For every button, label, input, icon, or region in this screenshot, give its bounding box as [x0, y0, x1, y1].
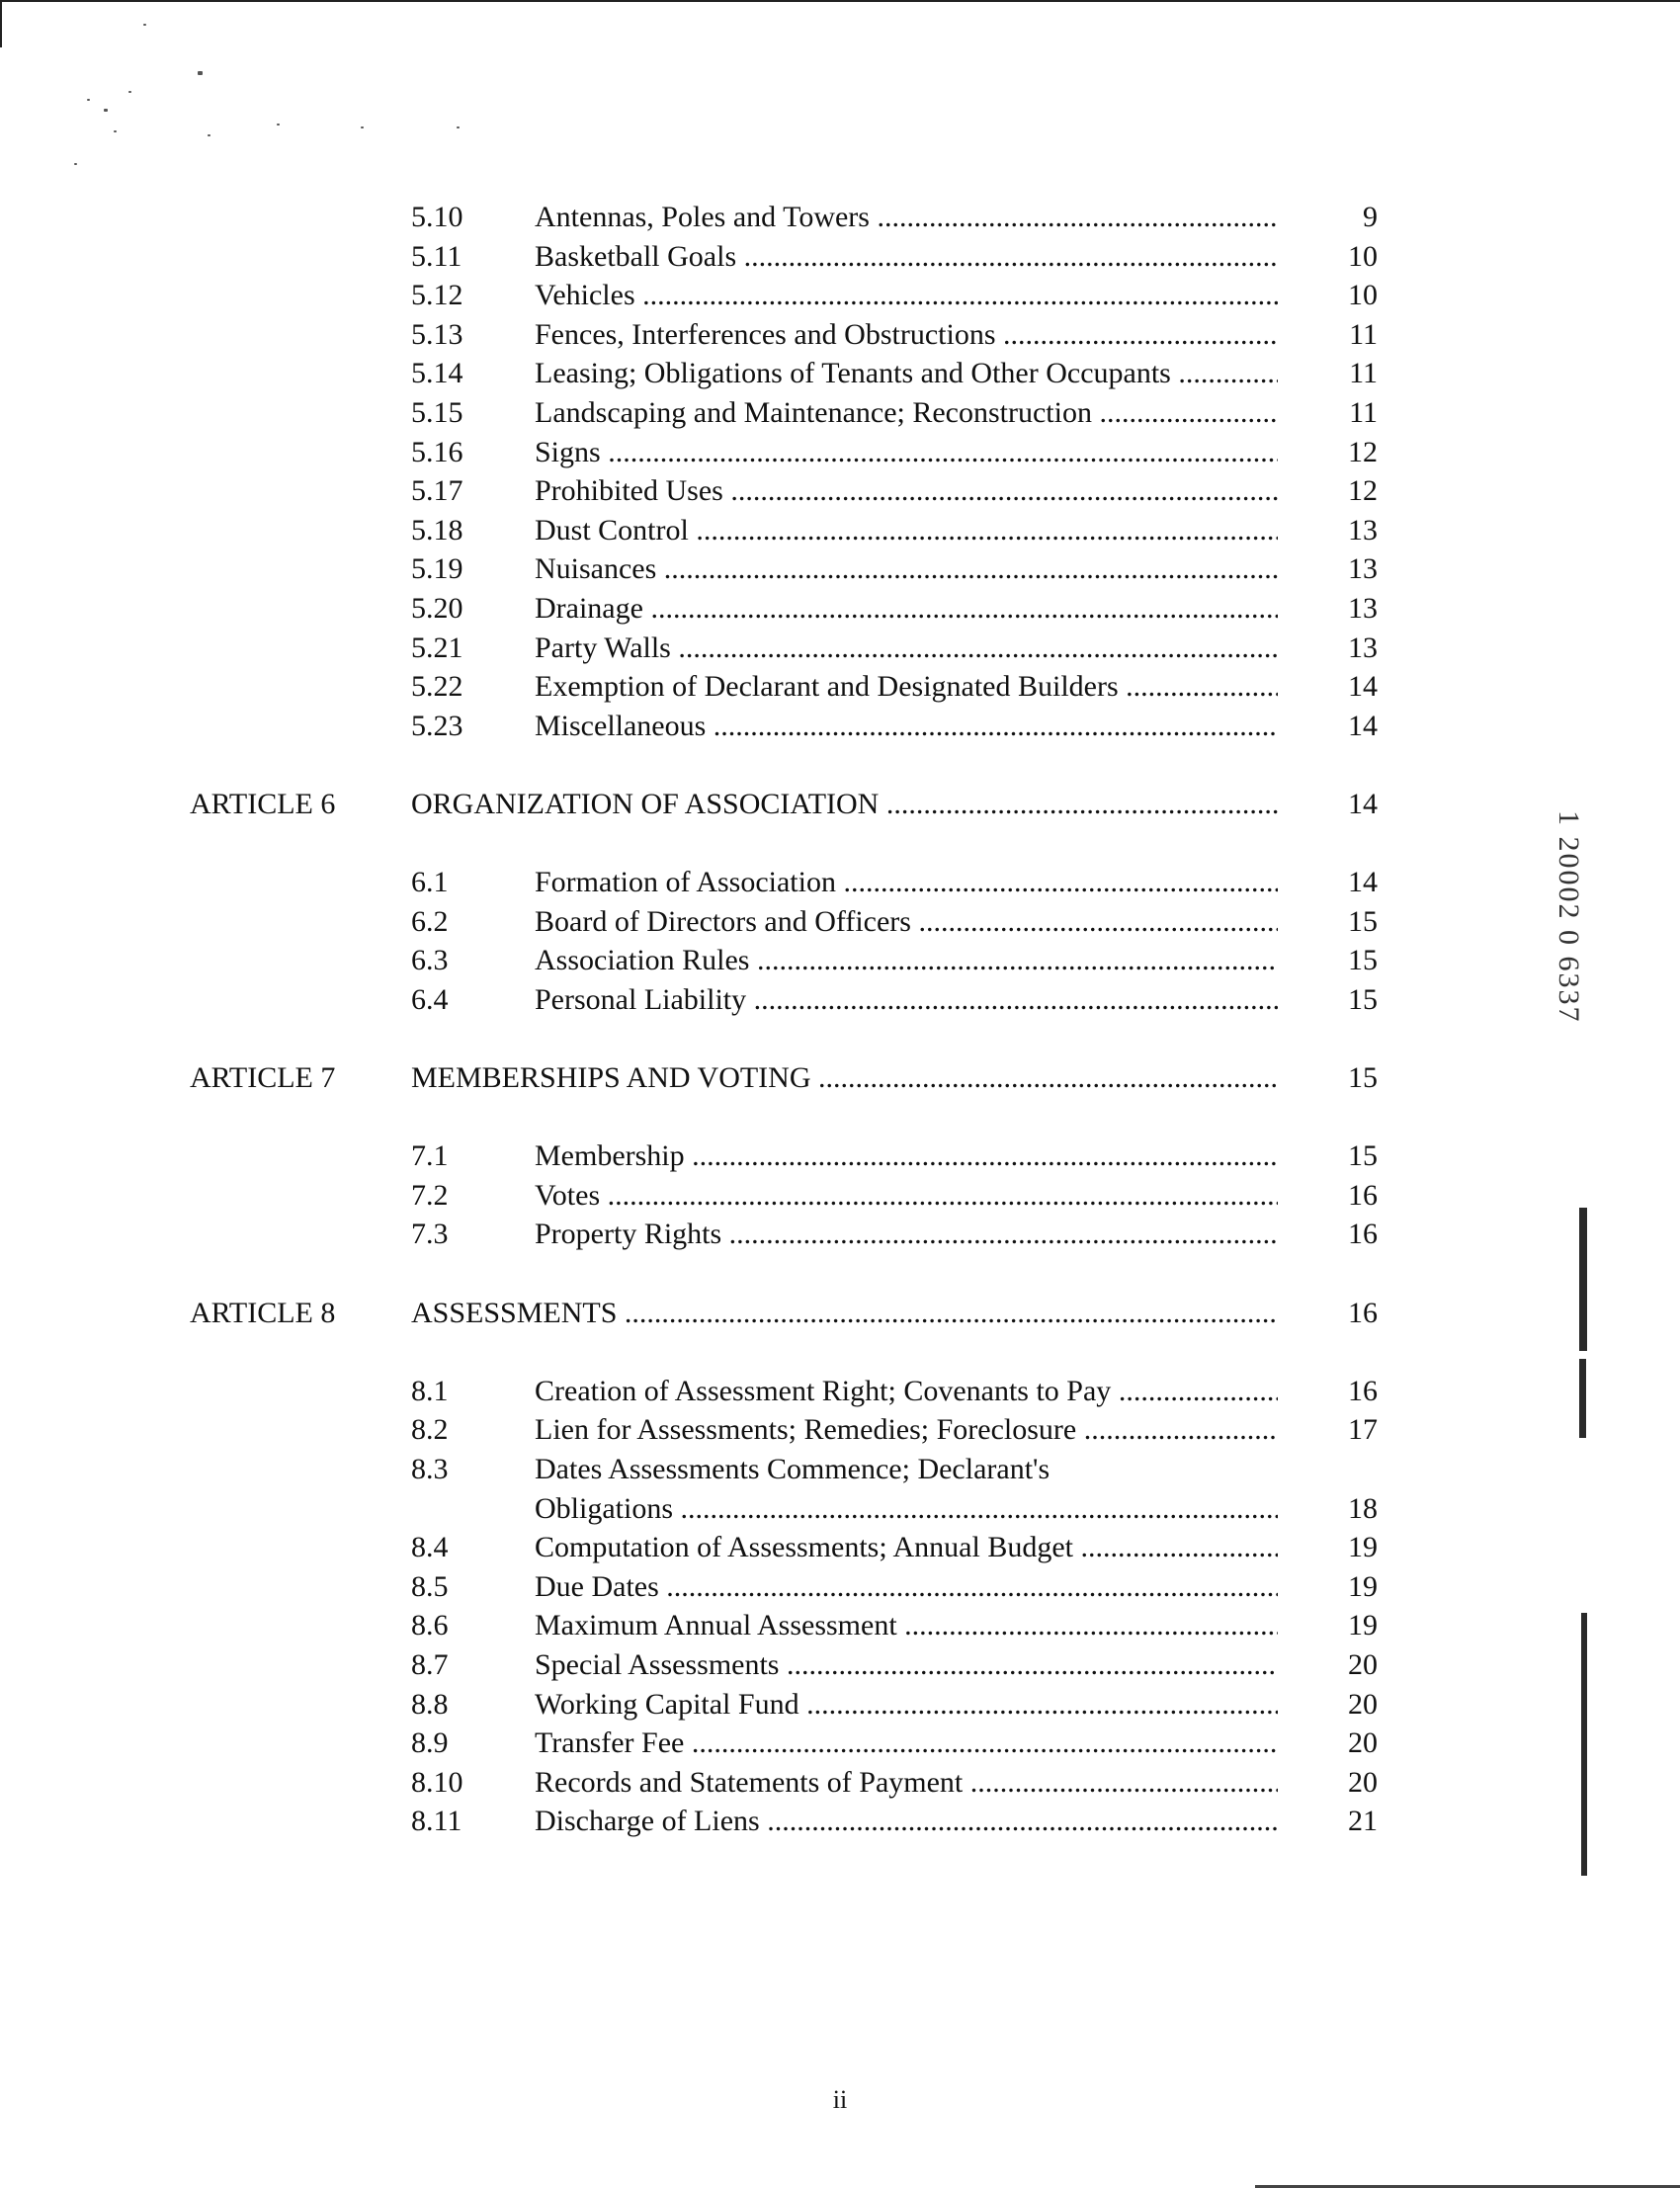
- section-number: 5.22: [411, 670, 463, 704]
- section-title: Miscellaneous .....: [535, 707, 1278, 746]
- section-number: 8.4: [411, 1531, 449, 1564]
- toc-entry[interactable]: [0, 1685, 1680, 1725]
- page-number: 16: [1348, 1178, 1378, 1212]
- page-number: 20: [1348, 1647, 1378, 1681]
- page-number: 19: [1348, 1569, 1378, 1603]
- toc-article-7[interactable]: [0, 1058, 1680, 1098]
- scan-speck: [457, 126, 460, 128]
- toc-entry[interactable]: [0, 471, 1680, 511]
- toc-entry[interactable]: [0, 1645, 1680, 1685]
- page-number: 20: [1348, 1726, 1378, 1760]
- toc-entry[interactable]: [0, 707, 1680, 746]
- section-title: Leasing; Obligations of Tenants and Other Occupants .....: [535, 354, 1278, 393]
- recording-stamp: 1 20002 0 6337: [1553, 810, 1585, 1024]
- section-number: 5.18: [411, 513, 463, 547]
- page-number: 21: [1348, 1805, 1378, 1838]
- toc-entry[interactable]: [0, 1410, 1680, 1450]
- toc-entry[interactable]: [0, 237, 1680, 277]
- toc-entry[interactable]: [0, 549, 1680, 589]
- section-number: 5.11: [411, 239, 462, 273]
- section-number: 8.11: [411, 1805, 462, 1838]
- section-number: 5.13: [411, 317, 463, 351]
- scan-speck: [104, 109, 108, 112]
- page-number: 15: [1348, 1061, 1378, 1095]
- section-title-line1: Dates Assessments Commence; Declarant's: [535, 1453, 1050, 1485]
- article-title: MEMBERSHIPS AND VOTING .....: [411, 1058, 1278, 1098]
- section-title: Basketball Goals .....: [535, 237, 1278, 277]
- section-number: 7.3: [411, 1218, 449, 1251]
- section-title: Drainage .....: [535, 589, 1278, 629]
- toc-entry[interactable]: [0, 629, 1680, 668]
- page-number: 16: [1348, 1374, 1378, 1407]
- page-number: 16: [1348, 1218, 1378, 1251]
- section-title: Lien for Assessments; Remedies; Foreclosure .....: [535, 1410, 1278, 1450]
- section-number: 8.10: [411, 1765, 463, 1799]
- section-title: Signs .....: [535, 433, 1278, 472]
- section-title: Board of Directors and Officers .....: [535, 902, 1278, 942]
- section-number: 8.7: [411, 1647, 449, 1681]
- scan-speck: [277, 124, 280, 126]
- page-number: 19: [1348, 1609, 1378, 1642]
- section-title: Computation of Assessments; Annual Budget .....: [535, 1528, 1278, 1567]
- page-number: 15: [1348, 904, 1378, 938]
- page-number: 14: [1348, 709, 1378, 742]
- toc-entry[interactable]: [0, 511, 1680, 550]
- page-number: 13: [1348, 513, 1378, 547]
- toc-entry[interactable]: [0, 902, 1680, 942]
- section-title: Votes .....: [535, 1176, 1278, 1216]
- article-label: ARTICLE 8: [190, 1296, 336, 1329]
- section-number: 8.1: [411, 1374, 449, 1407]
- scan-speck: [143, 24, 146, 26]
- toc-entry[interactable]: [0, 433, 1680, 472]
- toc-entry[interactable]: [0, 198, 1680, 237]
- toc-entry[interactable]: [0, 315, 1680, 355]
- edge-scan-mark: [1579, 1359, 1586, 1438]
- toc-entry[interactable]: [0, 589, 1680, 629]
- page-number: 15: [1348, 1139, 1378, 1173]
- section-title: Antennas, Poles and Towers .....: [535, 198, 1278, 237]
- article-label: ARTICLE 6: [190, 787, 336, 820]
- page-number: 17: [1348, 1413, 1378, 1447]
- section-title: Dust Control .....: [535, 511, 1278, 550]
- section-title: Special Assessments .....: [535, 1645, 1278, 1685]
- scan-speck: [128, 91, 131, 93]
- section-number: 5.14: [411, 357, 463, 390]
- section-number: 5.10: [411, 201, 463, 233]
- page-number: 11: [1349, 357, 1378, 390]
- page-number: 11: [1349, 317, 1378, 351]
- section-number: 7.1: [411, 1139, 449, 1173]
- page-number: 14: [1348, 866, 1378, 899]
- page-number: 13: [1348, 552, 1378, 586]
- toc-entry[interactable]: [0, 1176, 1680, 1216]
- section-number: 8.3: [411, 1453, 449, 1485]
- page-number: 13: [1348, 591, 1378, 625]
- page-number: 9: [1363, 201, 1378, 233]
- page-edge-left: [0, 0, 2, 47]
- section-number: 5.17: [411, 474, 463, 508]
- section-title: Maximum Annual Assessment .....: [535, 1606, 1278, 1645]
- page-number: 20: [1348, 1765, 1378, 1799]
- toc-entry[interactable]: [0, 1802, 1680, 1841]
- page-number: 18: [1348, 1491, 1378, 1525]
- section-title: Personal Liability .....: [535, 980, 1278, 1020]
- section-title: Vehicles .....: [535, 276, 1278, 315]
- section-title: Party Walls .....: [535, 629, 1278, 668]
- section-title: Association Rules .....: [535, 941, 1278, 980]
- toc-entry[interactable]: [0, 863, 1680, 902]
- section-number: 5.19: [411, 552, 463, 586]
- section-number: 5.23: [411, 709, 463, 742]
- toc-entry[interactable]: [0, 1567, 1680, 1607]
- section-number: 7.2: [411, 1178, 449, 1212]
- section-number: 8.9: [411, 1726, 449, 1760]
- section-title-line2: Obligations .....: [535, 1489, 1278, 1529]
- toc-entry[interactable]: [0, 667, 1680, 707]
- section-title: Transfer Fee .....: [535, 1724, 1278, 1763]
- page-number: 15: [1348, 982, 1378, 1016]
- edge-scan-mark: [1581, 1613, 1587, 1876]
- page-edge-top: [0, 0, 1680, 2]
- section-title: Prohibited Uses .....: [535, 471, 1278, 511]
- section-title: Records and Statements of Payment .....: [535, 1763, 1278, 1803]
- scan-speck: [208, 134, 210, 136]
- page-number: 14: [1348, 670, 1378, 704]
- article-label: ARTICLE 7: [190, 1061, 336, 1095]
- article-title: ORGANIZATION OF ASSOCIATION .....: [411, 785, 1278, 824]
- toc-entry[interactable]: [0, 393, 1680, 433]
- page-number: 11: [1349, 395, 1378, 429]
- section-number: 6.2: [411, 904, 449, 938]
- toc-entry[interactable]: [0, 1763, 1680, 1803]
- toc-entry[interactable]: [0, 1372, 1680, 1411]
- section-title: Creation of Assessment Right; Covenants to Pay .....: [535, 1372, 1278, 1411]
- toc-article-6[interactable]: [0, 785, 1680, 824]
- toc-entry[interactable]: [0, 354, 1680, 393]
- scan-speck: [74, 163, 77, 165]
- scan-speck: [361, 126, 364, 128]
- section-title: Formation of Association .....: [535, 863, 1278, 902]
- page-number: 10: [1348, 279, 1378, 312]
- scan-speck: [198, 71, 203, 75]
- section-title: Exemption of Declarant and Designated Builders .....: [535, 667, 1278, 707]
- toc-entry[interactable]: [0, 1606, 1680, 1645]
- section-number: 5.21: [411, 631, 463, 664]
- toc-entry[interactable]: [0, 1724, 1680, 1763]
- table-of-contents: [0, 198, 1680, 1841]
- section-number: 5.15: [411, 395, 463, 429]
- section-number: 6.4: [411, 982, 449, 1016]
- toc-entry[interactable]: [0, 1215, 1680, 1254]
- page-number: 10: [1348, 239, 1378, 273]
- page-number: 15: [1348, 944, 1378, 977]
- toc-entry[interactable]: [0, 1450, 1680, 1528]
- section-number: 8.2: [411, 1413, 449, 1447]
- scan-speck: [114, 130, 117, 132]
- page-number: 19: [1348, 1531, 1378, 1564]
- section-title: Landscaping and Maintenance; Reconstruction .....: [535, 393, 1278, 433]
- scan-speck: [87, 99, 90, 101]
- section-title: Membership .....: [535, 1136, 1278, 1176]
- section-number: 6.3: [411, 944, 449, 977]
- toc-article-8[interactable]: [0, 1294, 1680, 1333]
- page-number: 16: [1348, 1296, 1378, 1329]
- toc-entry[interactable]: [0, 276, 1680, 315]
- section-title: Discharge of Liens .....: [535, 1802, 1278, 1841]
- section-number: 8.6: [411, 1609, 449, 1642]
- section-title: Property Rights .....: [535, 1215, 1278, 1254]
- section-title: Working Capital Fund .....: [535, 1685, 1278, 1725]
- section-title: Nuisances .....: [535, 549, 1278, 589]
- section-title: Due Dates .....: [535, 1567, 1278, 1607]
- edge-scan-mark: [1579, 1208, 1587, 1351]
- page-folio: ii: [832, 2085, 848, 2114]
- toc-entry[interactable]: [0, 1528, 1680, 1567]
- section-number: 8.5: [411, 1569, 449, 1603]
- section-number: 5.12: [411, 279, 463, 312]
- page-number: 12: [1348, 435, 1378, 468]
- page-number: 14: [1348, 787, 1378, 820]
- section-number: 8.8: [411, 1687, 449, 1721]
- article-title: ASSESSMENTS .....: [411, 1294, 1278, 1333]
- section-number: 5.20: [411, 591, 463, 625]
- toc-entry[interactable]: [0, 1136, 1680, 1176]
- page-number: 13: [1348, 631, 1378, 664]
- toc-entry[interactable]: [0, 941, 1680, 980]
- toc-entry[interactable]: [0, 980, 1680, 1020]
- page-number: 20: [1348, 1687, 1378, 1721]
- page-number: 12: [1348, 474, 1378, 508]
- section-number: 6.1: [411, 866, 449, 899]
- section-number: 5.16: [411, 435, 463, 468]
- section-title: Fences, Interferences and Obstructions .....: [535, 315, 1278, 355]
